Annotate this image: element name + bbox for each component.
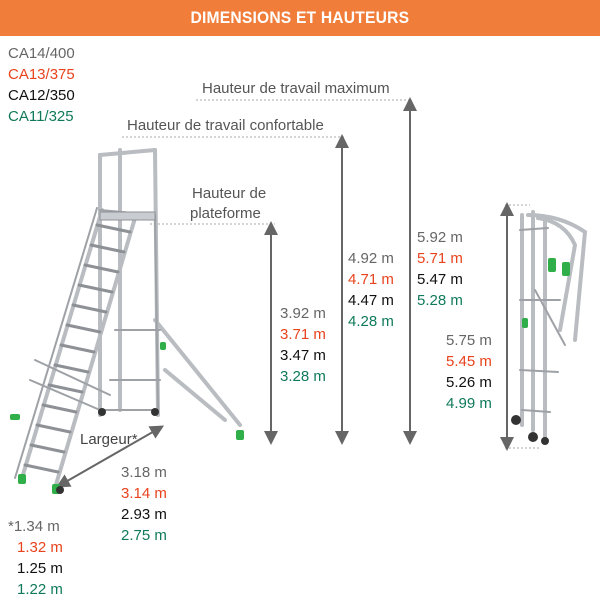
model-ca11: CA11/325 (8, 108, 74, 125)
comfort-height-label: Hauteur de travail confortable (127, 117, 324, 134)
comfort-ca14: 4.92 m (348, 250, 394, 267)
model-ca12: CA12/350 (8, 87, 75, 104)
comfort-ca11: 4.28 m (348, 313, 394, 330)
banner-title: DIMENSIONS ET HAUTEURS (190, 8, 410, 27)
platform-height-values (280, 303, 326, 387)
length-ca12: 2.93 m (121, 506, 167, 523)
max-height-label: Hauteur de travail maximum (202, 80, 390, 97)
max-ca13: 5.71 m (417, 250, 463, 267)
platform-ca11: 3.28 m (280, 368, 326, 385)
platform-height-label-1: Hauteur de (192, 185, 267, 202)
length-ca14: 3.18 m (121, 464, 167, 481)
comfort-ca12: 4.47 m (348, 292, 394, 309)
folded-ca14: 5.75 m (446, 332, 492, 349)
platform-ca12: 3.47 m (280, 347, 326, 364)
folded-ladder (511, 212, 585, 445)
length-values (121, 462, 167, 546)
width-label: Largeur* (80, 431, 138, 448)
model-ca14: CA14/400 (8, 45, 75, 62)
length-ca11: 2.75 m (121, 527, 167, 544)
width-ca12: 1.25 m (17, 560, 63, 577)
comfort-ca13: 4.71 m (348, 271, 394, 288)
model-ca13: CA13/375 (8, 66, 75, 83)
max-ca12: 5.47 m (417, 271, 463, 288)
folded-height-values (446, 330, 492, 414)
width-values (8, 516, 63, 600)
max-height-values (417, 227, 463, 311)
platform-ca14: 3.92 m (280, 305, 326, 322)
comfort-height-values (348, 248, 394, 332)
platform-ca13: 3.71 m (280, 326, 326, 343)
max-ca14: 5.92 m (417, 229, 463, 246)
folded-ca13: 5.45 m (446, 353, 492, 370)
folded-ca11: 4.99 m (446, 395, 492, 412)
width-ca11: 1.22 m (17, 581, 63, 598)
width-ca13: 1.32 m (17, 539, 63, 556)
length-ca13: 3.14 m (121, 485, 167, 502)
width-ca14: *1.34 m (8, 518, 60, 535)
folded-ca12: 5.26 m (446, 374, 492, 391)
max-ca11: 5.28 m (417, 292, 463, 309)
platform-height-label-2: plateforme (190, 205, 261, 222)
